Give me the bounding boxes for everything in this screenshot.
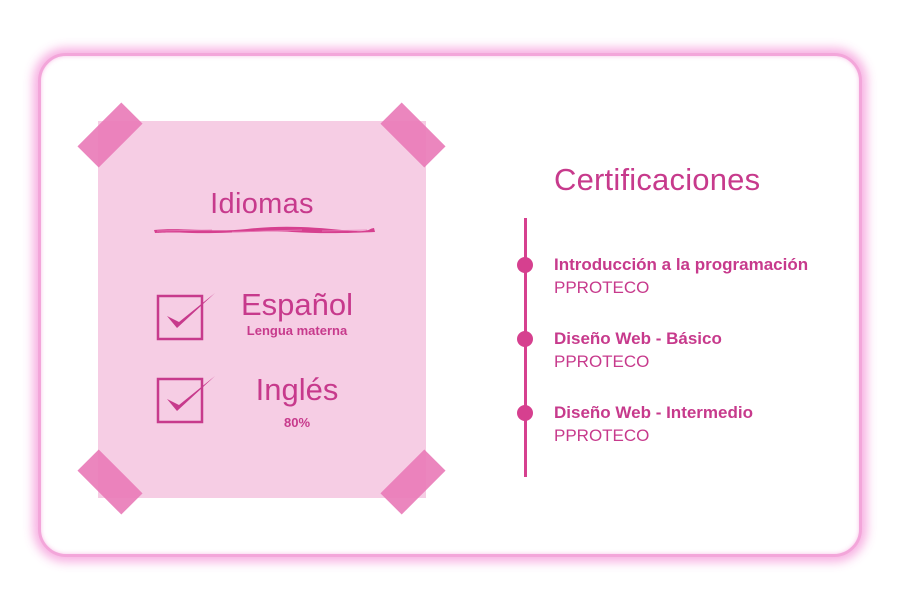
language-name: Español xyxy=(240,287,354,322)
language-name: Inglés xyxy=(255,372,339,407)
certification-name: Diseño Web - Intermedio xyxy=(554,403,753,422)
language-level: 80% xyxy=(283,415,311,430)
timeline-dot xyxy=(517,331,533,347)
brush-underline xyxy=(152,224,378,236)
certification-issuer: PPROTECO xyxy=(554,352,650,371)
languages-title: Idiomas xyxy=(210,188,314,220)
certification-issuer: PPROTECO xyxy=(554,278,650,297)
certification-name: Diseño Web - Básico xyxy=(554,329,722,348)
timeline-dot xyxy=(517,405,533,421)
certification-issuer: PPROTECO xyxy=(554,426,650,445)
timeline-dot xyxy=(517,257,533,273)
certification-name: Introducción a la programación xyxy=(554,255,809,274)
language-level: Lengua materna xyxy=(246,323,348,338)
certifications-title: Certificaciones xyxy=(554,162,761,197)
